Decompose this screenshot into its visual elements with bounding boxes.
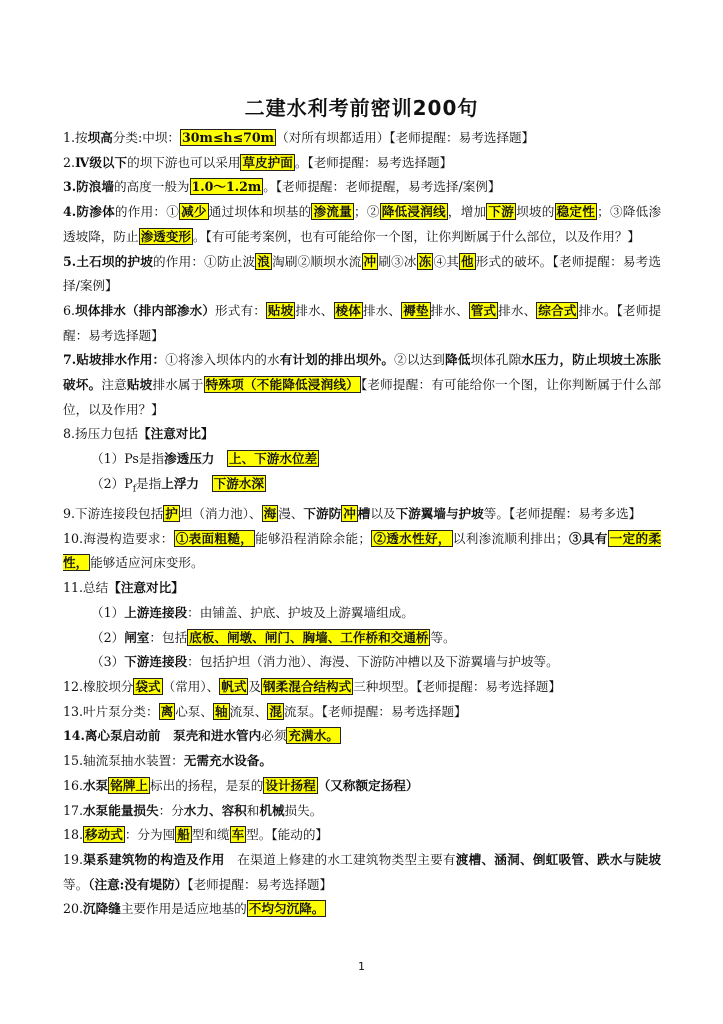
bold-term: 降低 xyxy=(445,352,471,368)
subscript: f xyxy=(132,484,137,495)
highlighted-term: ②透水性好， xyxy=(373,530,451,546)
text-run: 19. xyxy=(63,851,84,867)
text-run: 刷③冰 xyxy=(378,253,417,269)
document-body xyxy=(63,126,661,922)
text-run: 流泵、 xyxy=(229,703,268,719)
highlighted-term: 护 xyxy=(165,506,178,522)
highlighted-term: 减少 xyxy=(181,204,207,220)
text-run: 2. xyxy=(63,154,76,170)
text-run: 及 xyxy=(248,678,262,694)
text-run: ；② xyxy=(354,204,380,220)
text-run: 心泵、 xyxy=(175,703,213,719)
highlighted-term: 帆式 xyxy=(221,678,247,694)
highlighted-term: 他 xyxy=(461,253,474,269)
highlighted-term: 铭牌上 xyxy=(110,777,148,793)
highlighted-term: 离 xyxy=(160,703,174,719)
highlighted-term: 渗透变形 xyxy=(140,228,191,244)
bold-term: 【注意对比】 xyxy=(138,426,214,442)
bold-term: Ⅳ级以下 xyxy=(75,154,128,170)
highlighted-term: 移动式 xyxy=(85,827,123,843)
highlighted-term: 冲 xyxy=(343,506,356,522)
bold-term: 无需充水设备。 xyxy=(183,753,272,769)
bold-term: （又称额定扬程） xyxy=(317,777,419,793)
text-run: 6. xyxy=(63,302,76,318)
bold-term: 坝坡土冻胀破坏。 xyxy=(63,352,662,393)
list-item xyxy=(63,299,661,348)
list-item xyxy=(63,601,661,626)
list-item xyxy=(63,749,661,774)
text-run: 等。 xyxy=(430,629,456,645)
list-item xyxy=(63,175,661,200)
list-item xyxy=(63,724,661,749)
text-run: 排水、 xyxy=(295,302,334,318)
text-run: 。【老师提醒：易考选择题】 xyxy=(294,154,453,170)
highlighted-term: 一定的柔性， xyxy=(63,530,662,571)
text-run: 流泵。【老师提醒：易考选择题】 xyxy=(283,703,467,719)
text-run: 11.总结 xyxy=(63,580,109,596)
text-run: 排水。【老师提醒：易考选择题】 xyxy=(63,302,662,343)
text-run: ②以达到 xyxy=(394,352,445,368)
highlighted-term: 轴 xyxy=(214,703,228,719)
bold-term: 4.防渗体 xyxy=(63,204,115,220)
text-run: （2）P xyxy=(91,475,133,491)
text-run: 损失。 xyxy=(284,802,323,818)
text-run: 坝体孔隙 xyxy=(470,352,522,368)
text-run: 的高度一般为 xyxy=(113,179,190,195)
text-run: ：包括 xyxy=(149,629,188,645)
text-run: ：分 xyxy=(158,802,184,818)
list-item xyxy=(63,250,661,299)
highlighted-term: 冻 xyxy=(418,253,432,269)
highlighted-term: 上、下游水位差 xyxy=(228,451,318,467)
text-run: ①将渗入坝体内的水 xyxy=(165,352,280,368)
text-run: （常用）、 xyxy=(162,678,220,694)
bold-term: 机械 xyxy=(259,802,285,818)
bold-term: 5.土石坝的护坡 xyxy=(63,253,154,269)
highlighted-term: 管式 xyxy=(470,302,497,318)
list-item xyxy=(63,447,661,472)
list-item xyxy=(63,700,661,725)
text-run: ，增加 xyxy=(447,204,487,220)
list-item xyxy=(63,897,661,922)
highlighted-term: 钢柔混合结构式 xyxy=(263,678,352,694)
bold-term: 上浮力 xyxy=(161,475,199,491)
highlighted-term: ①表面粗糙， xyxy=(175,530,254,546)
text-run: 12.橡胶坝分 xyxy=(63,678,134,694)
text-run: 17. xyxy=(63,802,84,818)
highlighted-term: 底板、闸墩、闸门、胸墙、工作桥和交通桥 xyxy=(189,629,429,645)
highlighted-term: 降低浸润线 xyxy=(381,204,446,220)
text-run: 能够沿程消除余能； xyxy=(255,530,372,546)
text-run: 分类:中坝： xyxy=(112,130,181,145)
list-item xyxy=(63,848,661,897)
text-run: 排水属于 xyxy=(152,377,204,393)
bold-term: 3.防浪墙 xyxy=(63,179,114,195)
text-run: （1） xyxy=(91,604,125,620)
text-run: 【老师提醒：易考选择题】 xyxy=(187,876,333,892)
text-run: 形式的破坏。【老师提醒：易考选择/案例】 xyxy=(63,253,662,294)
bold-term: 水泵 xyxy=(83,777,109,793)
bold-term: 坝体排水（排内部渗水） xyxy=(75,302,216,318)
text-run: 以利渗流顺利排出； xyxy=(452,530,569,546)
text-run: 8.扬压力包括 xyxy=(63,426,138,442)
text-run: 的坝下游也可以采用 xyxy=(127,154,241,170)
text-run: 淘刷②顺坝水流 xyxy=(272,253,362,269)
highlighted-term: 海 xyxy=(263,506,277,522)
highlighted-term: 船 xyxy=(177,827,190,843)
highlighted-term: 下游 xyxy=(488,204,515,220)
list-item xyxy=(63,799,661,824)
bold-term: 有计划的排出坝外。 xyxy=(279,352,395,368)
bold-term: 上游连接段 xyxy=(124,604,188,620)
highlighted-term: 设计扬程 xyxy=(265,777,316,793)
list-item xyxy=(63,626,661,651)
text-run: 13.叶片泵分类： xyxy=(63,703,159,719)
text-run: 标出的扬程，是泵的 xyxy=(150,777,264,793)
text-run: 。【有可能考案例，也有可能给你一个图，让你判断属于什么部位，以及作用？】 xyxy=(192,228,641,244)
text-run: 20. xyxy=(63,901,84,917)
text-run: （1）Ps是指 xyxy=(91,451,164,467)
text-run: 9.下游连接段包括 xyxy=(63,506,164,522)
text-run: ：包括护坦（消力池）、海漫、下游防冲槽以及下游翼墙与护坡等。 xyxy=(187,654,559,670)
bold-term: 沉降缝 xyxy=(83,901,121,917)
text-run: 通过坝体和坝基的 xyxy=(208,204,312,220)
text-run: 的作用：①防止波 xyxy=(153,253,256,269)
highlighted-term: 草皮护面 xyxy=(242,154,293,170)
text-run xyxy=(199,476,212,491)
text-run: 型。【能动的】 xyxy=(246,827,329,843)
list-item xyxy=(63,422,661,447)
text-run: （3） xyxy=(91,654,125,670)
highlighted-term: 充满水。 xyxy=(288,728,339,744)
bold-term: 水压力，防止 xyxy=(521,352,598,368)
text-run: 等。【老师提醒：易考多选】 xyxy=(483,506,642,522)
highlighted-term: 贴坡 xyxy=(267,302,294,318)
highlighted-term: 车 xyxy=(231,827,245,843)
text-run: （对所有坝都适用）【老师提醒：易考选择题】 xyxy=(276,130,535,145)
highlighted-term: 冲 xyxy=(363,253,377,269)
highlighted-term: 不均匀沉降。 xyxy=(248,901,325,917)
bold-term: （注意:没有堤防） xyxy=(88,876,188,892)
highlighted-term: 综合式 xyxy=(538,302,577,318)
bold-term: 下游翼墙与护坡 xyxy=(395,506,484,522)
bold-term: 7.贴坡排水作用： xyxy=(63,352,166,368)
bold-term: 渠系建筑物的构造及作用 xyxy=(83,851,225,867)
bold-term: 闸室 xyxy=(124,629,150,645)
text-run: 排水、 xyxy=(498,302,537,318)
text-run: 必须 xyxy=(261,728,287,744)
highlighted-term: 褥垫 xyxy=(403,302,429,318)
text-run: 排水、 xyxy=(362,302,402,318)
text-run: 形式有： xyxy=(215,302,266,318)
highlighted-term: 浪 xyxy=(257,253,271,269)
text-run: 三种坝型。【老师提醒：易考选择题】 xyxy=(353,678,561,694)
text-run: 注意 xyxy=(101,377,127,393)
bold-term: 渗透压力 xyxy=(164,451,215,467)
text-run: 16. xyxy=(63,777,84,793)
bold-term: 水力、容积 xyxy=(183,802,247,818)
bold-term: 槽 xyxy=(357,506,371,522)
list-item xyxy=(63,675,661,700)
list-item xyxy=(63,502,661,527)
text-run: ；③降低渗透坡降，防止 xyxy=(63,204,662,244)
highlighted-term: 渗流量 xyxy=(313,204,352,220)
text-run: 【老师提醒：有可能给你一个图，让你判断属于什么部位，以及作用？】 xyxy=(63,377,662,417)
text-run: 漫、 xyxy=(278,506,304,522)
text-run: 15.轴流泵抽水装置： xyxy=(63,753,184,769)
list-item xyxy=(63,151,661,176)
highlighted-term: 袋式 xyxy=(135,678,161,694)
text-run: （2） xyxy=(91,629,125,645)
page-title: 二建水利考前密训200句 xyxy=(244,96,479,120)
bold-term: 【注意对比】 xyxy=(108,580,184,596)
text-run xyxy=(214,451,227,466)
list-item xyxy=(63,823,661,848)
highlighted-term: 下游水深 xyxy=(213,475,264,491)
highlighted-term: 特殊项（不能降低浸润线） xyxy=(205,377,359,393)
text-run: 以及 xyxy=(370,506,396,522)
bold-term: ③具有 xyxy=(568,530,608,546)
bold-term: 14.离心泵启动前 泵壳和进水管内 xyxy=(63,728,262,744)
text-run: 坦（消力池）、 xyxy=(179,506,262,522)
list-item xyxy=(63,472,661,502)
list-item xyxy=(63,774,661,799)
text-run: 型和缆 xyxy=(191,827,230,843)
list-item xyxy=(63,348,661,422)
bold-term: 渡槽、涵洞、倒虹吸管、跌水与陡坡 xyxy=(455,851,661,867)
text-run: 能够适应河床变形。 xyxy=(90,555,204,571)
bold-term: 坝高 xyxy=(87,130,113,145)
text-run: 的作用：① xyxy=(114,204,180,220)
highlighted-term: 混 xyxy=(269,703,282,719)
text-run: 坝坡的 xyxy=(516,204,555,220)
text-run: 是指 xyxy=(136,475,162,491)
highlighted-term: 棱体 xyxy=(335,302,361,318)
bold-term: 下游防 xyxy=(303,506,342,522)
text-run: 等。 xyxy=(63,876,89,892)
text-run: 1.按 xyxy=(63,130,88,145)
text-run: 在渠道上修建的水工建筑物类型主要有 xyxy=(224,851,456,867)
highlighted-term: 1.0～1.2m xyxy=(191,179,262,195)
text-run: 排水、 xyxy=(430,302,469,318)
bold-term: 贴坡 xyxy=(126,377,153,393)
list-item xyxy=(63,650,661,675)
list-item xyxy=(63,200,661,249)
bold-term: 下游连接段 xyxy=(124,654,188,670)
text-run: ：分为囤 xyxy=(124,827,176,843)
highlighted-term: 稳定性 xyxy=(556,204,596,220)
text-run: 18. xyxy=(63,827,84,843)
highlighted-term: 30m≤h≤70m xyxy=(182,130,274,145)
list-item xyxy=(63,126,661,151)
list-item xyxy=(63,527,661,576)
text-run: 。【老师提醒：老师提醒，易考选择/案例】 xyxy=(263,179,501,195)
text-run: 10.海漫构造要求： xyxy=(63,530,174,546)
bold-term: 能量损失 xyxy=(108,802,159,818)
text-run: ：由铺盖、护底、护坡及上游翼墙组成。 xyxy=(187,604,414,620)
text-run: 主要作用是适应地基的 xyxy=(120,901,247,917)
text-run: 和 xyxy=(246,802,260,818)
bold-term: 水泵 xyxy=(83,802,109,818)
text-run: ④其 xyxy=(433,253,459,269)
page-number: 1 xyxy=(358,960,365,973)
list-item xyxy=(63,576,661,601)
